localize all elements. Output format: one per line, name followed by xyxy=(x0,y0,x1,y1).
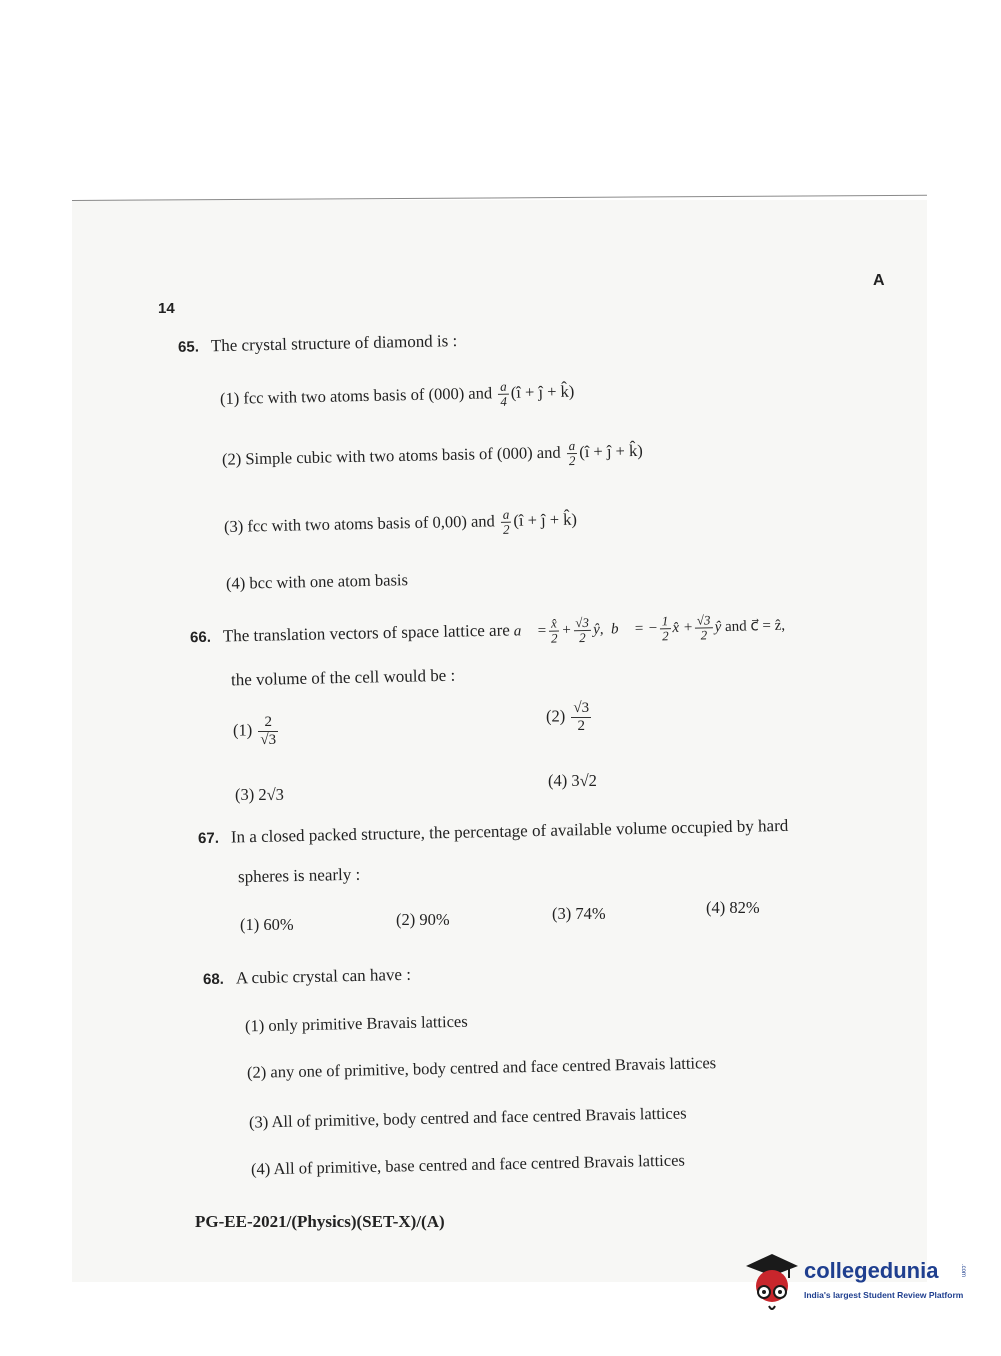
question-text: The crystal structure of diamond is : xyxy=(210,331,458,356)
option-66-1: (1) $\frac{2}{√3}$ xyxy=(233,714,277,748)
question-66-line2: the volume of the cell would be : xyxy=(230,665,456,690)
question-text: The translation vectors of space lattice are xyxy=(222,620,510,646)
question-66: 66. The translation vectors of space lattice are a⃗ = $\frac{x̂}{2}$ + $\frac{√3}{2}$ ŷ, b⃗ = − $\frac{1}{2}$ x̂ + $\frac{√3}{2}$ ŷ and c⃗ = ẑ, xyxy=(189,612,786,647)
logo-tagline: India's largest Student Review Platform xyxy=(804,1290,964,1300)
logo-suffix: .com xyxy=(960,1264,966,1278)
fraction: $\frac{a}{2}$ xyxy=(568,438,576,469)
page-number: 14 xyxy=(158,300,175,317)
option-68-2: (2) any one of primitive, body centred and face centred Bravais lattices xyxy=(246,1053,717,1082)
option-66-4: (4) 3√2 xyxy=(548,771,597,790)
question-number: 66. xyxy=(189,628,212,647)
option-65-1: (1) fcc with two atoms basis of (000) and $\frac{a}{4}$ (î + ĵ + k̂) xyxy=(219,378,575,409)
option-67-2: (2) 90% xyxy=(396,910,450,929)
option-65-4: (4) bcc with one atom basis xyxy=(225,570,409,593)
option-66-2: (2) $\frac{√3}{2}$ xyxy=(546,700,590,734)
collegedunia-logo xyxy=(742,1252,972,1322)
question-text: A cubic crystal can have : xyxy=(235,964,412,988)
option-67-3: (3) 74% xyxy=(552,904,606,923)
logo-wordmark: collegedunia xyxy=(804,1258,939,1283)
question-number: 67. xyxy=(197,829,220,848)
option-68-1: (1) only primitive Bravais lattices xyxy=(244,1011,468,1036)
option-68-3: (3) All of primitive, body centred and face centred Bravais lattices xyxy=(248,1103,687,1132)
option-67-1: (1) 60% xyxy=(240,915,294,934)
option-65-2: (2) Simple cubic with two atoms basis of (000) and $\frac{a}{2}$ (î + ĵ + k̂) xyxy=(221,438,643,469)
question-text: In a closed packed structure, the percentage of available volume occupied by hard xyxy=(230,815,789,847)
fraction: $\frac{a}{2}$ xyxy=(502,506,510,537)
option-65-3: (3) fcc with two atoms basis of 0,00) and $\frac{a}{2}$ (î + ĵ + k̂) xyxy=(223,506,578,537)
paper-code-footer: PG-EE-2021/(Physics)(SET-X)/(A) xyxy=(195,1212,445,1231)
vector-expression: a⃗ = $\frac{x̂}{2}$ + $\frac{√3}{2}$ ŷ, b⃗ = − $\frac{1}{2}$ x̂ + $\frac{√3}{2}$ ŷ xyxy=(513,612,722,646)
option-67-4: (4) 82% xyxy=(706,898,760,917)
set-code: A xyxy=(873,272,885,289)
question-67-line2: spheres is nearly : xyxy=(237,864,361,887)
question-number: 65. xyxy=(177,338,200,356)
fraction: $\frac{a}{4}$ xyxy=(499,378,508,409)
graduate-mascot-icon xyxy=(742,1252,800,1314)
option-66-3: (3) 2√3 xyxy=(235,785,284,804)
question-number: 68. xyxy=(202,970,225,989)
option-68-4: (4) All of primitive, base centred and face centred Bravais lattices xyxy=(250,1150,686,1179)
